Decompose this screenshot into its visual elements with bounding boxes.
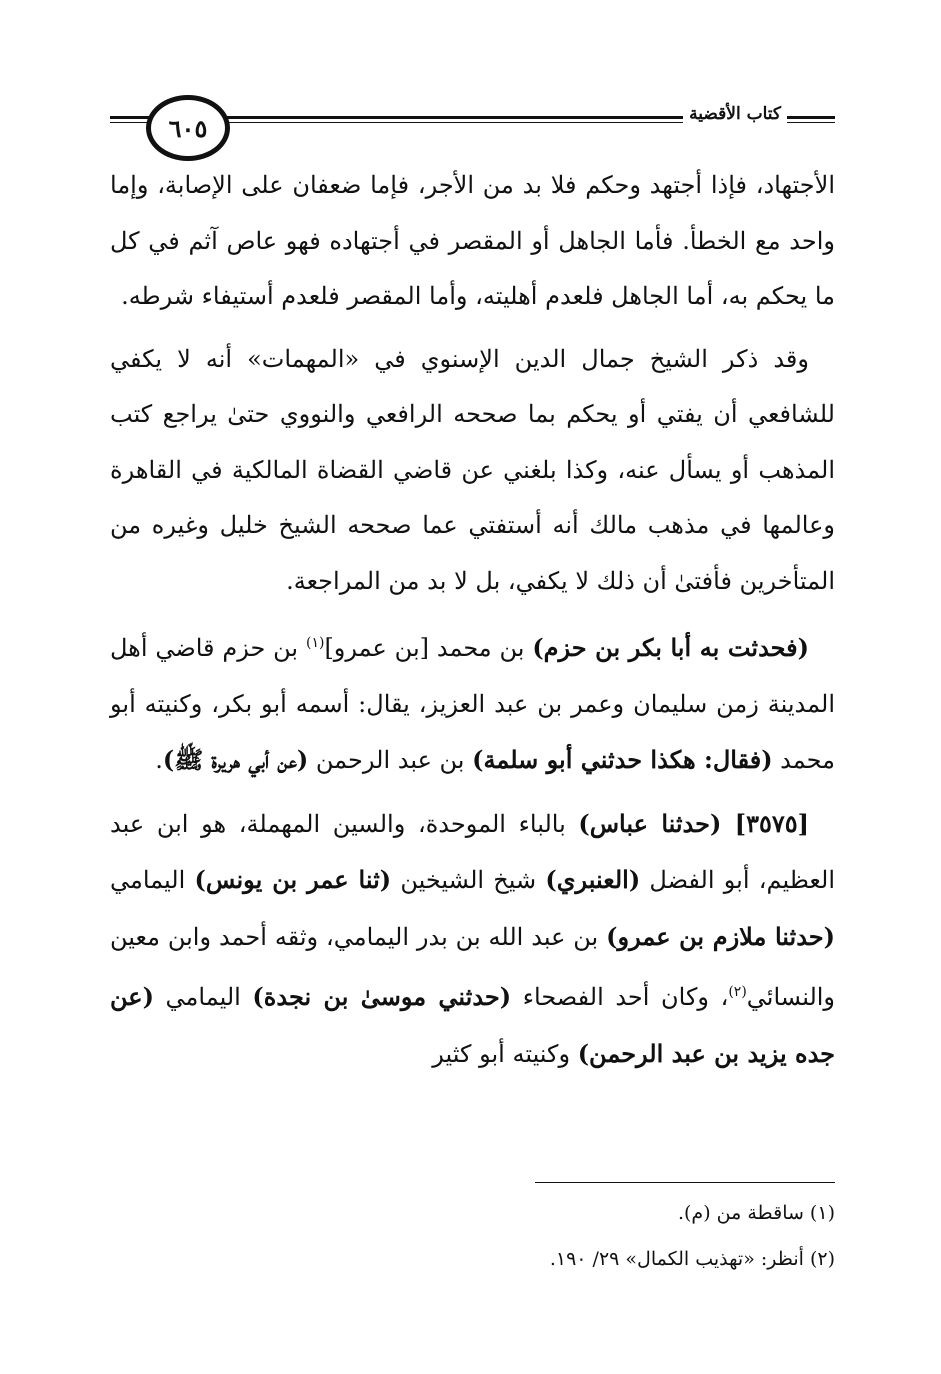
commentary-text: ، وكان أحد الفصحاء: [511, 983, 729, 1011]
quoted-text: (العنبري): [545, 865, 641, 894]
quoted-text: (فحدثت به أبا بكر بن حزم): [532, 633, 809, 662]
quoted-text: (ثنا عمر بن يونس): [194, 865, 392, 894]
quoted-text: (عن أبي هريرة ﷺ): [162, 745, 309, 774]
quoted-text: (حدثني موسىٰ بن نجدة): [252, 982, 512, 1011]
commentary-text: بالباء الموحدة، والسين المهملة، هو ابن عبد العظيم، أبو الفضل: [110, 809, 835, 894]
quoted-text: (عن جده يزيد بن عبد الرحمن): [110, 982, 835, 1068]
commentary-text: شيخ الشيخين: [391, 866, 546, 894]
commentary-text: بن حزم قاضي أهل المدينة زمن سليمان وعمر بن عبد العزيز، يقال: أسمه أبو بكر، وكنيته أبو محمد: [110, 634, 835, 774]
quoted-text: (فقال: هكذا حدثني أبو سلمة): [472, 745, 773, 774]
commentary-text: وكنيته أبو كثير: [432, 1039, 578, 1068]
footnote-1: (١) ساقطة من (م).: [677, 1202, 835, 1224]
quoted-text: (حدثنا ملازم بن عمرو): [606, 921, 835, 951]
main-text: [110, 158, 835, 1089]
page-number: ٦٠٥: [146, 95, 230, 161]
paragraph-1: الأجتهاد، فإذا أجتهد وحكم فلا بد من الأجر، فإما ضعفان على الإصابة، وإما واحد مع الخطأ. فأما الجاهل أو المقصر في أجتهاده فهو عاص آثم في كل ما يحكم به، أما الجاهل فلعدم أهليته، وأما المقصر فلعدم أستيفاء شرطه.: [110, 171, 835, 310]
paragraph-3: [110, 616, 835, 789]
footnote-ref-1: (١): [305, 635, 325, 651]
paragraph-2: وقد ذكر الشيخ جمال الدين الإسنوي في «المهمات» أنه لا يكفي للشافعي أن يفتي أو يحكم بما صححه الرافعي والنووي حتىٰ يراجع كتب المذهب أو يسأل عنه، وكذا بلغني عن قاضي القضاة المالكية في القاهرة وعالمها في مذهب مالك أنه أستفتي عما صححه الشيخ خليل وغيره من المتأخرين فأفتىٰ أن ذلك لا يكفي، بل لا بد من المراجعة.: [110, 344, 835, 595]
running-title: كتاب الأقضية: [683, 104, 787, 124]
commentary-text: بن عبد الله بن بدر اليمامي، وثقه أحمد وابن معين والنسائي: [110, 922, 836, 1011]
paragraph-4: [110, 796, 835, 1083]
header-rule-left: [110, 116, 150, 123]
commentary-text: اليمامي: [153, 983, 253, 1011]
footnotes: [110, 1190, 835, 1282]
commentary-text: اليمامي: [110, 866, 195, 894]
commentary-text: بن عبد الرحمن: [308, 746, 473, 774]
running-header: [110, 92, 835, 162]
hadith-number: [٣٥٧٥] (حدثنا عباس): [578, 808, 809, 838]
footnote-separator: [535, 1182, 835, 1183]
header-rule-right: [787, 116, 835, 123]
commentary-text: بن محمد [بن عمرو]: [324, 634, 533, 662]
commentary-text: .: [155, 746, 163, 774]
footnote-2: (٢) أنظر: «تهذيب الكمال» ٢٩/ ١٩٠.: [549, 1248, 835, 1270]
footnote-ref-2: (٢): [728, 984, 747, 1000]
